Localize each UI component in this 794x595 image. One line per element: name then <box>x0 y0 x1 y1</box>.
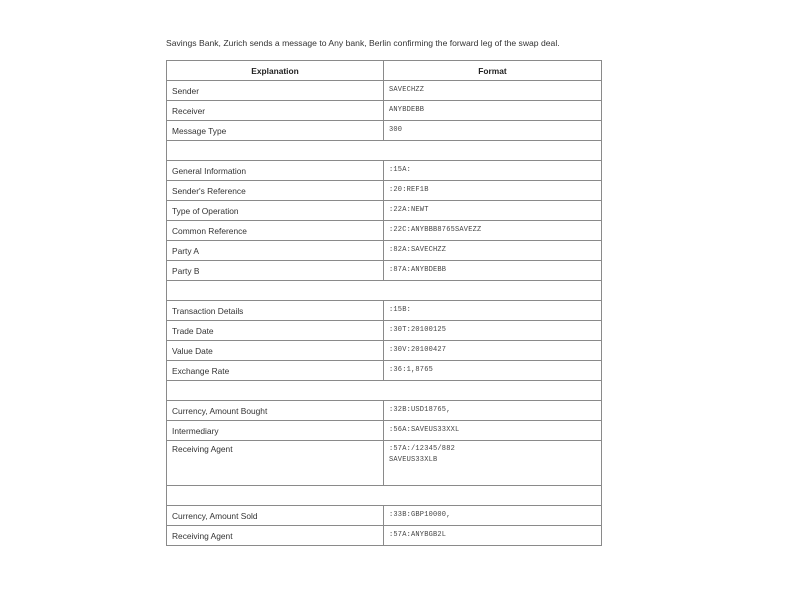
row-label: General Information <box>167 161 384 181</box>
row-format: :15A: <box>384 161 602 181</box>
table-row <box>167 121 602 141</box>
row-label: Party A <box>167 241 384 261</box>
row-label: Trade Date <box>167 321 384 341</box>
row-label: Receiving Agent <box>167 441 384 486</box>
table-row <box>167 301 602 321</box>
row-format: :22C:ANYBBB8765SAVEZZ <box>384 221 602 241</box>
row-label: Message Type <box>167 121 384 141</box>
spacer-cell <box>167 486 602 506</box>
spacer-cell <box>167 381 602 401</box>
table-row <box>167 221 602 241</box>
table-header-row <box>167 61 602 81</box>
table-row <box>167 361 602 381</box>
row-format: SAVECHZZ <box>384 81 602 101</box>
table-row <box>167 321 602 341</box>
row-format: :57A:/12345/882 SAVEUS33XLB <box>384 441 602 486</box>
row-label: Receiver <box>167 101 384 121</box>
header-format: Format <box>384 61 602 81</box>
row-format: :22A:NEWT <box>384 201 602 221</box>
row-label: Currency, Amount Sold <box>167 506 384 526</box>
row-label: Party B <box>167 261 384 281</box>
row-format: :82A:SAVECHZZ <box>384 241 602 261</box>
intro-text: Savings Bank, Zurich sends a message to Any bank, Berlin confirming the forward leg of the swap deal. <box>166 38 560 48</box>
row-format: :33B:GBP10000, <box>384 506 602 526</box>
row-format: :56A:SAVEUS33XXL <box>384 421 602 441</box>
table-row <box>167 441 602 486</box>
row-format: :32B:USD18765, <box>384 401 602 421</box>
row-format: :30T:20100125 <box>384 321 602 341</box>
row-format: :30V:20100427 <box>384 341 602 361</box>
row-label: Intermediary <box>167 421 384 441</box>
table-row <box>167 341 602 361</box>
row-format: :36:1,8765 <box>384 361 602 381</box>
spacer-row <box>167 486 602 506</box>
table-row <box>167 526 602 546</box>
row-format: :15B: <box>384 301 602 321</box>
row-label: Type of Operation <box>167 201 384 221</box>
row-label: Common Reference <box>167 221 384 241</box>
table-row <box>167 161 602 181</box>
row-label: Sender's Reference <box>167 181 384 201</box>
table-row <box>167 401 602 421</box>
spacer-row <box>167 381 602 401</box>
row-label: Currency, Amount Bought <box>167 401 384 421</box>
row-format: 300 <box>384 121 602 141</box>
table-row <box>167 421 602 441</box>
spacer-row <box>167 281 602 301</box>
row-label: Transaction Details <box>167 301 384 321</box>
spacer-cell <box>167 141 602 161</box>
row-format: :87A:ANYBDEBB <box>384 261 602 281</box>
row-format: :20:REF1B <box>384 181 602 201</box>
table-row <box>167 181 602 201</box>
table-row <box>167 261 602 281</box>
row-label: Sender <box>167 81 384 101</box>
row-label: Receiving Agent <box>167 526 384 546</box>
header-explanation: Explanation <box>167 61 384 81</box>
row-format: ANYBDEBB <box>384 101 602 121</box>
row-label: Exchange Rate <box>167 361 384 381</box>
table-row <box>167 241 602 261</box>
table-row <box>167 81 602 101</box>
row-label: Value Date <box>167 341 384 361</box>
table-row <box>167 506 602 526</box>
table-row <box>167 101 602 121</box>
spacer-row <box>167 141 602 161</box>
table-row <box>167 201 602 221</box>
row-format: :57A:ANYBGB2L <box>384 526 602 546</box>
spacer-cell <box>167 281 602 301</box>
message-table <box>166 60 602 546</box>
